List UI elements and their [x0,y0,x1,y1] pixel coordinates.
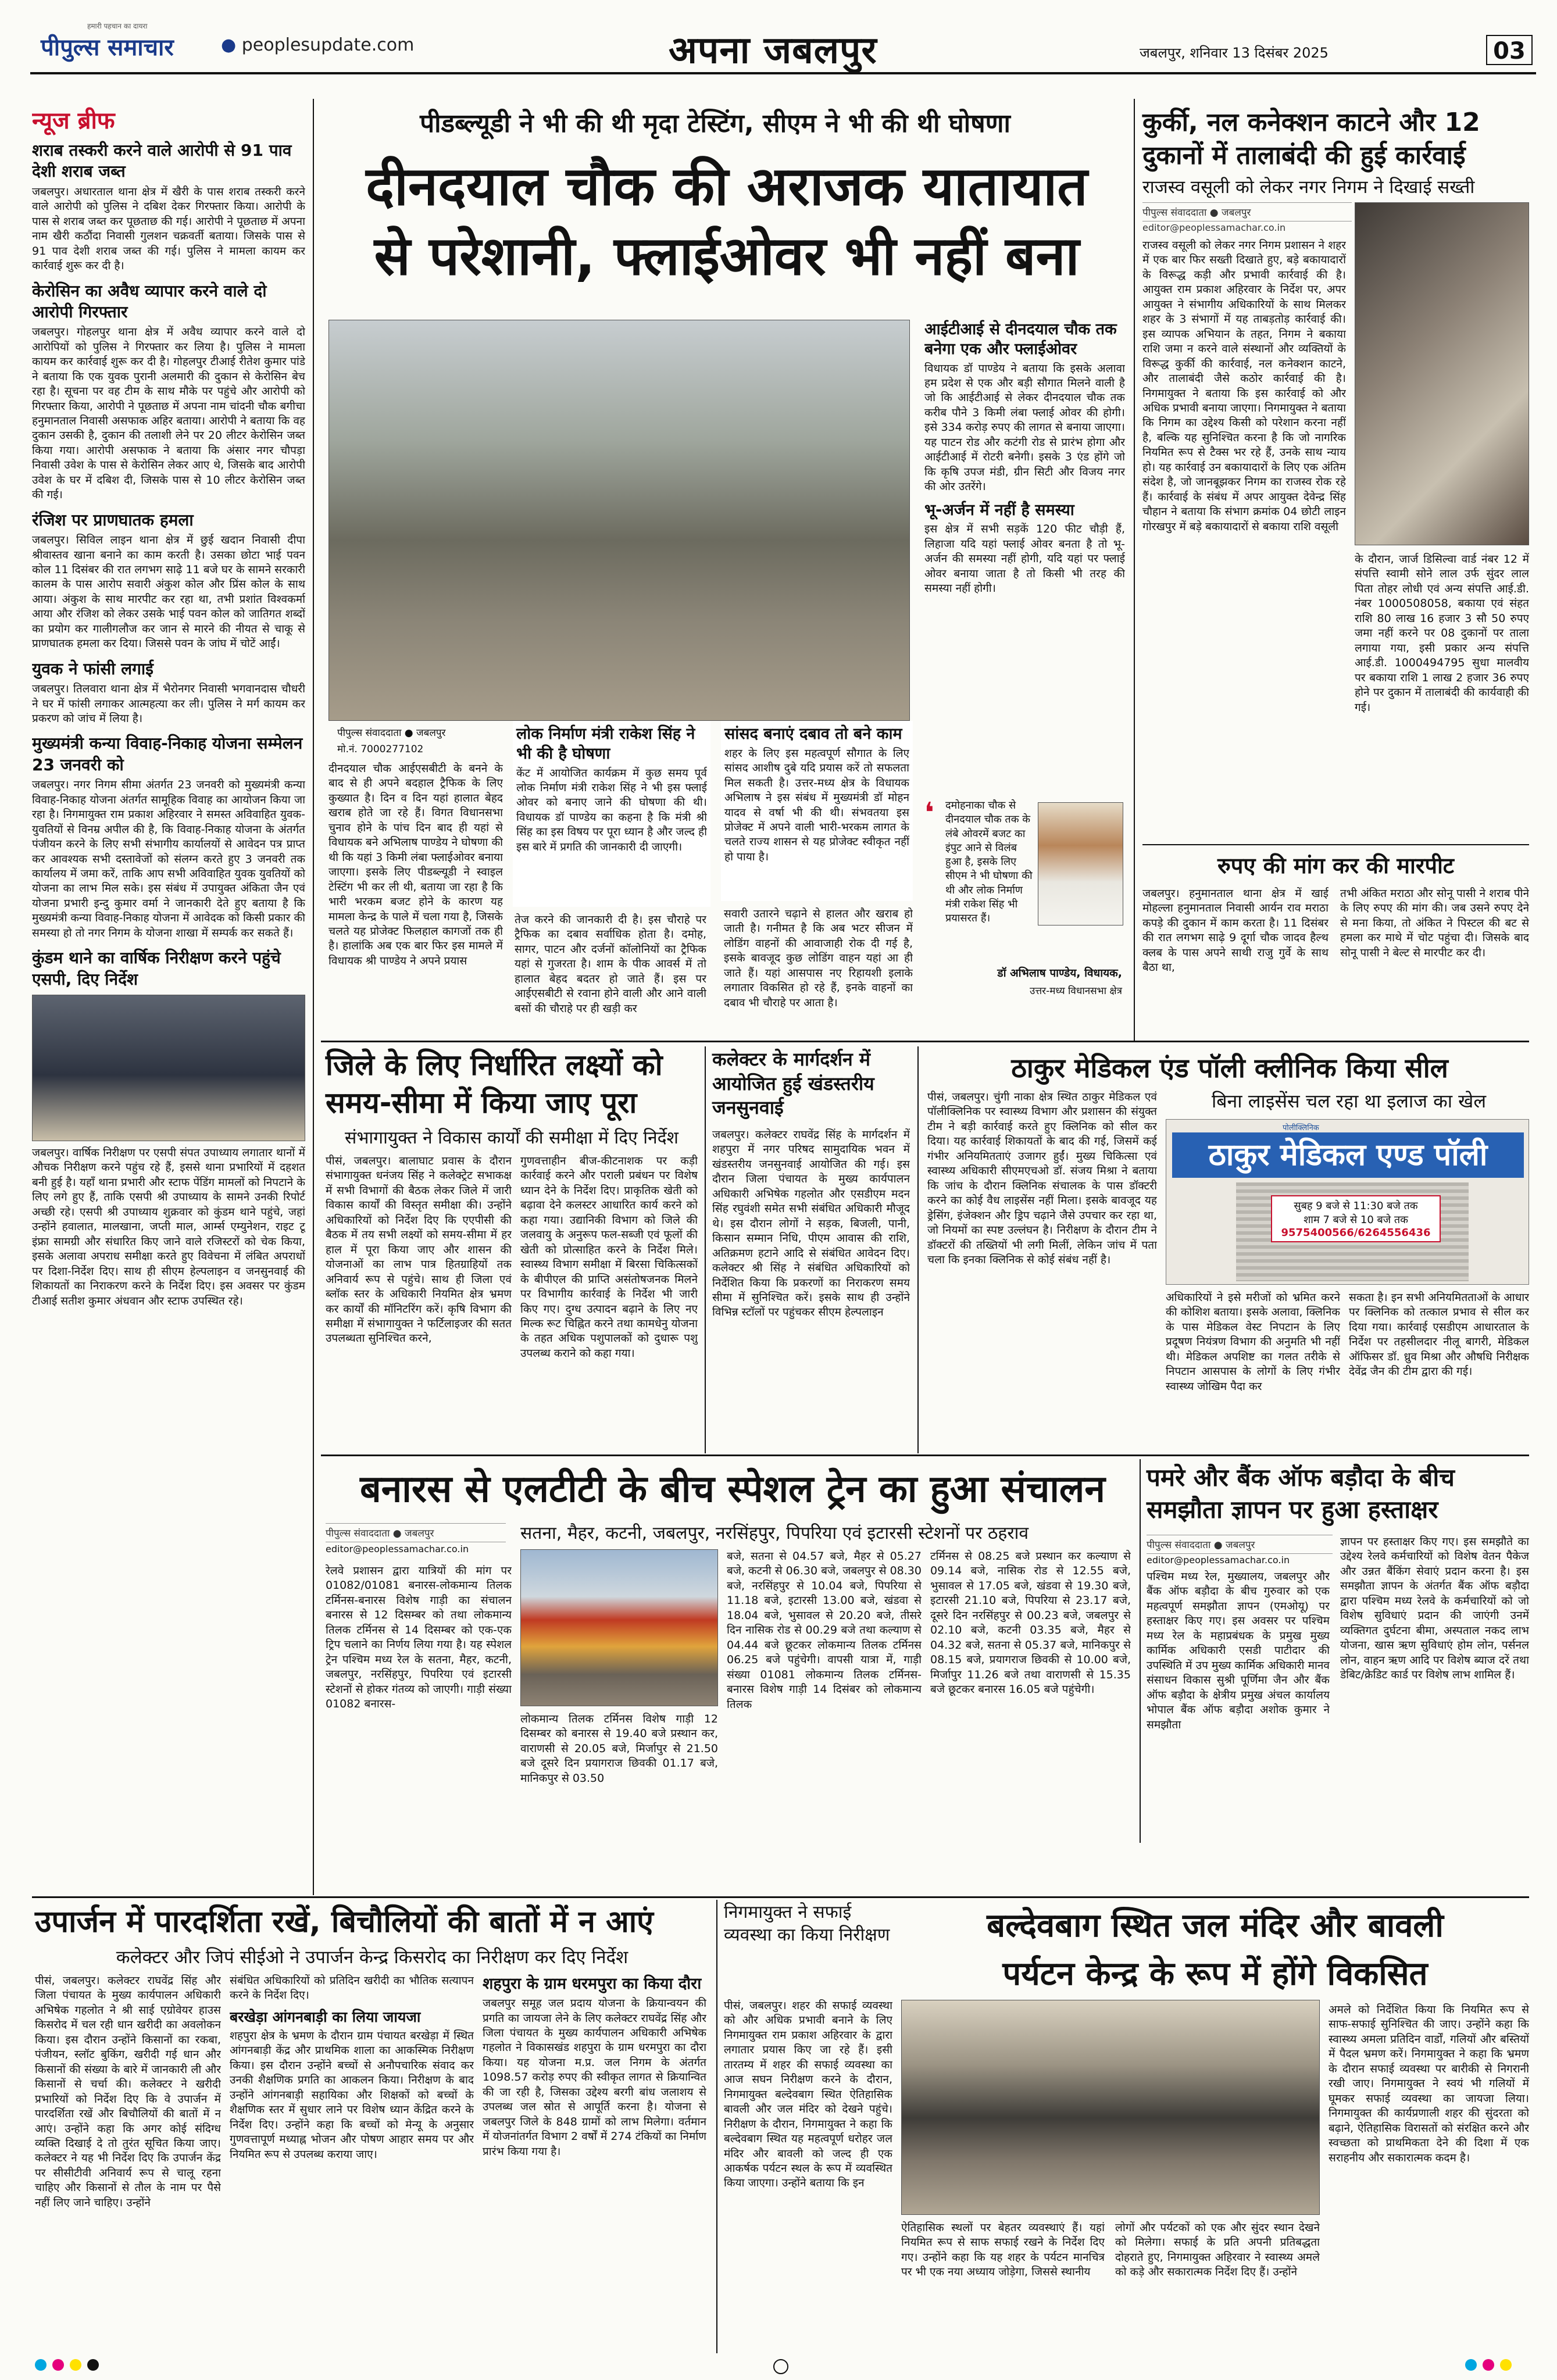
uparjan-body-2: संबंधित अधिकारियों को प्रतिदिन खरीदी का भौतिक सत्यापन करने के निर्देश दिए। [230,1974,474,2002]
kurki-photo [1355,202,1529,545]
minister-box [513,721,710,907]
brief-item [32,510,305,652]
kurki-headline: कुर्की, नल कनेक्शन काटने और 12 दुकानों में तालाबंदी की हुई कार्रवाई [1142,108,1480,171]
shahpura-box [483,1974,706,2352]
photo-phone: मो.नं. 7000277102 [337,744,424,755]
train-byline-text: पीपुल्स संवाददाता ● जबलपुर [326,1528,434,1539]
train-photo [520,1549,718,1706]
train-email: editor@peoplessamachar.co.in [326,1543,469,1554]
lower-rule [32,1896,1529,1898]
brand-name: पीपुल्स समाचार [41,34,174,61]
brief-item-title: शराब तस्करी करने वाले आरोपी से 91 पाव देशी शराब जब्त [32,141,292,181]
photo-credit: पीपुल्स संवाददाता ● जबलपुर [337,727,446,739]
brief-divider [313,99,314,1895]
page-number: 03 [1486,35,1533,65]
section-title: अपना जबलपुर [669,29,877,72]
kurki-body-2: के दौरान, जार्ज डिसिल्वा वार्ड नंबर 12 में संपत्ति स्वामी सोने लाल उर्फ सुंदर लाल पिता तोहर लोधी एवं अन्य संपत्ति आई.डी. नंबर 1000508058, बकाया एवं संहत राशि 80 लाख 16 हजार 3 सौ 50 रुपए जमा नहीं करने पर 08 दुकानों पर ताला लगाया गया, इसी प्रकार अन्य संपत्ति आई.डी. 1000494795 सुधा मालवीय पर बकाया राशि 1 लाख 2 हजार 36 रुपए होने पर दुकान में तालाबंदी की कार्यवाही की गई। [1355,553,1529,714]
quote-role: उत्तर-मध्य विधानसभा क्षेत्र [1030,985,1122,997]
kurki-subhead: राजस्व वसूली को लेकर नगर निगम ने दिखाई सख्ती [1142,177,1475,198]
brand-tagline: हमारी पहचान का दायरा [87,22,148,30]
bob-body-2: ज्ञापन पर हस्ताक्षर किए गए। इस समझौते का उद्देश्य रेलवे कर्मचारियों को विशेष वेतन पैकेज और उन्नत बैंकिंग सेवाएं प्रदान करना है। इस समझौता ज्ञापन के अंतर्गत बैंक ऑफ बड़ौदा द्वारा पश्चिम मध्य रेलवे के कर्मचारियों को जो विशेष सुविधाएं प्रदान की जाएंगी उनमें व्यक्तिगत दुर्घटना बीमा, अस्पताल नकद लाभ योजना, खास ऋण सुविधाएं होम लोन, पर्सनल लोन, वाहन ऋण आदि पर विशेष ब्याज दरें तथा डेबिट/क्रेडिट कार्ड पर विशेष लाभ शामिल हैं। [1340,1535,1529,1682]
brief-item-title: मुख्यमंत्री कन्या विवाह-निकाह योजना सम्मेलन 23 जनवरी को [32,734,303,774]
uparjan-divider [716,1900,717,2353]
kurki-body-1: राजस्व वसूली को लेकर नगर निगम प्रशासन ने शहर में एक बार फिर सख्ती दिखाते हुए, बड़े बकायादारों के विरूद्ध कड़ी और प्रभावी कार्रवाई की है। आयुक्त राम प्रकाश अहिरवार के निर्देश पर, अपर आयुक्त ने संभागीय अधिकारियों के साथ मिलकर शहर के 3 संभागों में यह ताबड़तोड़ कार्रवाई की। इस व्यापक अभियान के तहत, निगम ने बकाया राशि जमा न करने वाले संस्थानों और व्यक्तियों के विरूद्ध कुर्की की कार्रवाई, नल कनेक्शन काटने, और तालाबंदी जैसे कठोर कार्रवाई की है। निगमायुक्त ने बताया कि इस कार्रवाई को और अधिक प्रभावी बनाया जाएगा। निगमायुक्त ने बताया कि निगम का उद्देश्य किसी को परेशान करना नहीं है, बल्कि यह सुनिश्चित करना है कि जो नागरिक नियमित रूप से टैक्स भर रहे हैं, उनके साथ न्याय हो। यह कार्रवाई उन बकायादारों के लिए एक अंतिम संदेश है, जो जानबूझकर निगम का राजस्व रोक रहे हैं। कार्रवाई के संबंध में अपर आयुक्त देवेन्द्र सिंह चौहान ने बताया कि संभाग क्रमांक 04 छोटी लाइन गोरखपुर में बड़े बकायादारों से बकाया राशि वसूली [1142,239,1346,533]
quote-text: दमोहनाका चौक से दीनदयाल चौक तक के लंबे ओवरमें बजट का इंपुट आने से विलंब हुआ है, इसके लिए सीएम ने भी घोषणा की थी और लोक निर्माण मंत्री राकेश सिंह भी प्रयासरत हैं। [945,799,1033,925]
bob-byline [1147,1535,1333,1554]
brief-item-body: जबलपुर। अधारताल थाना क्षेत्र में खैरी के पास शराब तस्करी करने वाले आरोपी को पुलिस ने दबिश देकर गिरफ्तार किया। आरोपी के पास से शराब जब्त कर पूछताछ की गई। आरोपी ने पूछताछ में अपना नाम खैरी कठौंदा निवासी गुलशन चक्रवर्ती बताया। जिसके पास से 91 पाव देशी शराब जब्त की गई। पुलिस ने मामला कायम कर कार्रवाई शुरू कर दी है। [32,185,305,273]
collector-headline: कलेक्टर के मार्गदर्शन में आयोजित हुई खंडस्तरीय जनसुनवाई [712,1048,874,1119]
nigam-headline: निगमायुक्त ने सफाई व्यवस्था का किया निरीक्षण [724,1902,890,1945]
brief-item-body: जबलपुर। तिलवारा थाना क्षेत्र में भैरोनगर निवासी भगवानदास चौधरी ने घर में फांसी लगाकर आत्महत्या कर ली। पुलिस ने मर्ग कायम कर प्रकरण को जांच में लिया है। [32,682,305,726]
train-subhead: सतना, मैहर, कटनी, जबलपुर, नरसिंहपुर, पिपरिया एवं इटारसी स्टेशनों पर ठहराव [520,1523,1029,1543]
lead-body-col2: तेज करने की जानकारी दी है। इस चौराहे पर ट्रैफिक का दबाव सर्वाधिक होता है। दमोह, सागर, पाटन और दर्जनों कॉलोनियों का ट्रैफिक यहां से गुजरता है। शाम के पीक आवर्स में तो हालात बेहद बदतर हो जाते हैं। इस पर आईएसबीटी से रवाना होने वाली और आने वाली बसों की चौराहे पर ही खड़ी कर [515,913,706,1015]
masthead [0,0,1557,70]
lead-headline-1: दीनदयाल चौक की अराजक यातायात [366,155,1088,217]
minister-title: लोक निर्माण मंत्री राकेश सिंह ने भी की है घोषणा [516,725,695,763]
brief-label: न्यूज ब्रीफ [32,108,115,134]
mp-box [721,721,913,901]
uparjan-body-1: पीसं, जबलपुर। कलेक्टर राघवेंद्र सिंह और जिला पंचायत के मुख्य कार्यपालन अधिकारी अभिषेक गहलोत ने श्री साई एग्रोवेयर हाउस किसरोद में चल रही धान खरीदी का अवलोकन किया। इस दौरान उन्होंने किसानों का रकबा, पंजीयन, स्लॉट बुकिंग, खरीदी गई धान और किसानों की संख्या के बारे में जानकारी ली और किसानों से चर्चा की। कलेक्टर ने खरीदी प्रभारियों को निर्देश दिए कि वे उपार्जन में पारदर्शिता रखें और बिचौलियों की बातों में न आएं। उन्होंने कहा कि अगर कोई संदिग्ध व्यक्ति दिखाई दे तो तुरंत सूचित किया जाए। कलेक्टर ने यह भी निर्देश दिए कि उपार्जन केंद्र पर सीसीटीवी अनिवार्य रूप से चालू रहना चाहिए और किसानों से तौल के नाम पर पैसे नहीं लिए जाने चाहिए। उन्होंने [35,1974,221,2209]
targets-subhead: संभागायुक्त ने विकास कार्यों की समीक्षा में दिए निर्देश [345,1128,678,1148]
baldev-photo [901,2000,1320,2215]
uparjan-subhead: कलेक्टर और जिपं सीईओ ने उपार्जन केन्द्र किसरोद का निरीक्षण कर दिए निर्देश [116,1947,628,1968]
quote-box [924,796,1125,1035]
bob-body-1: पश्चिम मध्य रेल, मुख्यालय, जबलपुर और बैंक ऑफ बड़ौदा के बीच गुरुवार को एक महत्वपूर्ण समझौता ज्ञापन (एमओयू) पर हस्ताक्षर किए गए। इस अवसर पर पश्चिम मध्य रेल के महाप्रबंधक के प्रमुख मुख्य कार्मिक अधिकारी एसडी पाटीदार की उपस्थिति में उप मुख्य कार्मिक अधिकारी मानव संसाधन विकास सुश्री पूर्णिमा जैन और बैंक ऑफ बड़ौदा के क्षेत्रीय प्रमुख अंचल कार्यालय भोपाल बैंक ऑफ बड़ौदा अशोक कुमार ने समझौता [1147,1570,1330,1731]
registration-mark-icon [52,2359,64,2371]
train-byline [326,1523,506,1542]
registration-mark-icon [1500,2359,1512,2371]
registration-mark-icon [1465,2359,1477,2371]
registration-mark-icon [35,2359,47,2371]
clinic-sign-text: ठाकुर मेडिकल एण्ड पॉली [1208,1138,1488,1173]
train-body-2: लोकमान्य तिलक टर्मिनस विशेष गाड़ी 12 दिसम्बर को बनारस से 19.40 बजे प्रस्थान कर, वाराणसी से 20.05 बजे, मिर्जापुर से 21.50 बजे दूसरे दिन प्रयागराज छिवकी 01.17 बजे, मानिकपुर से 03.50 [520,1713,718,1785]
baldev-body-1: ऐतिहासिक स्थलों पर बेहतर व्यवस्थाएं हैं। यहां नियमित रूप से साफ सफाई रखने के निर्देश दिए गए। उन्होंने कहा कि यह शहर के पर्यटन मानचित्र पर भी एक नया अध्याय जोड़ेगा, जिससे स्थानीय [901,2221,1105,2279]
lead-divider-right [1134,99,1135,1041]
thakur-headline: ठाकुर मेडिकल एंड पॉली क्लीनिक किया सील [1011,1052,1448,1084]
brand-logo [41,30,174,62]
brief-item-body: जबलपुर। सिविल लाइन थाना क्षेत्र में छुई खदान निवासी दीपा श्रीवास्तव खाना बनाने का काम करती है। उसका छोटा भाई पवन कोल 11 दिसंबर की रात लगभग साढ़े 11 बजे घर के सामने सरकारी कालम के पास आरोप सवारी अंकुश कोल और प्रिंस कोल के साथ आया। अंकुश के साथ मारपीट कर रहा था, तभी प्रशांत विश्वकर्मा आया और रंजिश को लेकर उसके भाई पवन कोल को जातिगत शब्दों का प्रयोग कर गालीगलौज कर जान से मारने की नीयत से चाकू से प्राणघातक हमला कर दिया। जिससे पवन के जांघ में चोटें आईं। [32,534,305,651]
collector-divider [917,1046,919,1453]
brief-item-title: केरोसिन का अवैध व्यापार करने वाले दो आरोपी गिरफ्तार [32,281,267,321]
rupaye-body-2: तभी अंकित मराठा और सोनू पासी ने शराब पीने के लिए रुपए की मांग की। जब उसने रुपए देने से मना किया, तो अंकित ने पिस्टल की बट से हमला कर माथे में चोट पहुंचा दी। जिसके बाद सोनू पासी ने बेल्ट से मारपीट कर दी। [1340,887,1529,959]
kurki-byline-text: पीपुल्स संवाददाता ● जबलपुर [1142,207,1251,219]
rupaye-headline: रुपए की मांग कर की मारपीट [1217,853,1454,878]
thakur-body-top: पीसं, जबलपुर। चुंगी नाका क्षेत्र स्थित ठाकुर मेडिकल एवं पॉलीक्लिनिक पर स्वास्थ्य विभाग और प्रशासन की संयुक्त टीम ने बड़ी कार्रवाई करते हुए क्लिनिक को सील कर दिया। यह कार्रवाई शिकायतों के बाद की गई, जिसमें कई गंभीर अनियमितताएं उजागर हुईं। मुख्य चिकित्सा एवं स्वास्थ्य अधिकारी सीएमएचओ डॉ. संजय मिश्रा ने बताया कि जांच के दौरान क्लिनिक संचालक के पास डॉक्टरी करने का कोई वैध लाइसेंस नहीं मिला। इसके बावजूद यह ड्रेसिंग, इंजेक्शन और ड्रिप चढ़ाने जैसे उपचार कर रहा था, जो नियमों का स्पष्ट उल्लंघन है। निरीक्षण के दौरान टीम ने डॉक्टरों की तख्तियों भी लगी मिलीं, लेकिन जांच में पता चला कि इनका क्लिनिक से कोई संबंध नहीं है। [927,1091,1157,1266]
kurki-email: editor@peoplessamachar.co.in [1142,222,1286,233]
thakur-body-b1: अधिकारियों ने इसे मरीजों को भ्रमित करने की कोशिश बताया। इसके अलावा, क्लिनिक के पास मेडिकल वेस्ट निपटान के लिए प्रदूषण नियंत्रण विभाग की अनुमति भी नहीं थी। मेडिकल अपशिष्ट का गलत तरीके से निपटान आसपास के लोगों के लिए गंभीर स्वास्थ्य जोखिम पैदा कर [1166,1291,1340,1393]
site-url [221,35,414,55]
side2-title: भू-अर्जन में नहीं है समस्या [924,501,1074,519]
lead-body-col3: सवारी उतारने चढ़ाने से हालत और खराब हो जाती है। गनीमत है कि अब भटर सीजन में लोडिंग वाहनों की आवाजाही रोक दी गई है, इसके बावजूद कुछ लोडिंग वाहन यहां आ ही जाते हैं। यहां आसपास नए रिहायशी इलाके लगातार विकसित हो रहे हैं, इनके वाहनों का दबाव भी चौराहे पर आता है। [724,907,913,1009]
uparjan-col2 [230,1974,474,2352]
registration-marks [35,2359,1523,2375]
uparjan-sub2: बरखेड़ा आंगनबाड़ी का लिया जायजा [230,2008,421,2025]
mp-body: शहर के लिए इस महत्वपूर्ण सौगात के लिए सांसद आशीष दुबे यदि प्रयास करें तो सफलता मिल सकती है। उत्तर-मध्य क्षेत्र के विधायक अभिलाष ने इस संबंध में मुख्यमंत्री डॉ मोहन यादव से वर्षा भी की थी। संभवतया इस प्रोजेक्ट में अपने वाली भारी-भरकम लागत के चलते राज्य शासन से यह प्रोजेक्ट स्वीकृत नहीं हो पाया है। [724,746,909,863]
notice-phone: 9575400566/6264556436 [1281,1227,1431,1239]
nigam-body: पीसं, जबलपुर। शहर की सफाई व्यवस्था को और अधिक प्रभावी बनाने के लिए निगमायुक्त राम प्रकाश अहिरवार के द्वारा लगातार प्रयास किए जा रहे हैं। इसी तारतम्य में शहर की सफाई व्यवस्था का आज सघन निरीक्षण करने के दौरान, निगमायुक्त बल्देवबाग स्थित ऐतिहासिक बावली और जल मंदिर को देखने पहुंचे। निरीक्षण के दौरान, निगमायुक्त ने कहा कि बल्देवबाग स्थित यह महत्वपूर्ण धरोहर जल मंदिर और बावली को जल्द ही एक आकर्षक पर्यटन स्थल के रूप में व्यवस्थित किया जाएगा। उन्होंने बताया कि इन [724,1999,892,2190]
uparjan-headline: उपार्जन में पारदर्शिता रखें, बिचौलियों की बातों में न आएं [35,1904,653,1939]
baldev-body-2: लोगों और पर्यटकों को एक और सुंदर स्थान देखने को मिलेगा। सफाई के प्रति अपनी प्रतिबद्धता दोहराते हुए, निगमायुक्त अहिरवार ने स्वास्थ्य अमले को कड़े और सकारात्मक निर्देश दिए हैं। उन्होंने [1115,2221,1320,2279]
quote-mark-icon: ❛ [924,796,934,829]
brief-item [32,140,305,274]
registration-mark-icon [773,2359,788,2374]
brief-item-title: युवक ने फांसी लगाई [32,659,153,678]
clinic-sign [1172,1132,1524,1178]
lead-headline-2: से परेशानी, फ्लाईओवर भी नहीं बना [374,225,1080,287]
side-box [924,320,1125,791]
kurki-byline [1142,202,1352,221]
baldev-body-3: अमले को निर्देशित किया कि नियमित रूप से साफ-सफाई सुनिश्चित की जाए। उन्होंने कहा कि स्वास्थ्य अमला प्रतिदिन वार्डों, गलियों और बस्तियों में पैदल भ्रमण करें। निगमायुक्त ने कहा कि भ्रमण के दौरान सफाई व्यवस्था पर बारीकी से निगरानी रखी जाए। निगमायुक्त ने स्वयं भी गलियों में घूमकर सफाई व्यवस्था का जायजा लिया। निगमायुक्त की कार्यप्रणाली शहर की सुंदरता को बढ़ाने, ऐतिहासिक विरासतों को संरक्षित करने और स्वच्छता को प्राथमिकता देने की दिशा में एक सराहनीय और सकारात्मक कदम है। [1329,2003,1529,2164]
site-url-text: peoplesupdate.com [241,35,415,55]
quote-name: डॉ अभिलाष पाण्डेय, विधायक, [997,967,1122,980]
bob-byline-text: पीपुल्स संवाददाता ● जबलपुर [1147,1539,1255,1551]
thakur-subhead: बिना लाइसेंस चल रहा था इलाज का खेल [1211,1090,1487,1112]
brief-item [32,948,305,1309]
train-divider [1140,1459,1141,1843]
traffic-photo [328,320,910,721]
uparjan-body-3: शहपुरा क्षेत्र के भ्रमण के दौरान ग्राम पंचायत बरखेड़ा में स्थित आंगनबाड़ी केंद्र और प्राथमिक शाला का आकस्मिक निरीक्षण किया। इस दौरान उन्होंने बच्चों से अनौपचारिक संवाद कर उनकी शैक्षणिक प्रगति का आकलन किया। निरीक्षण के बाद उन्होंने आंगनबाड़ी सहायिका और शिक्षकों को बच्चों के शैक्षणिक स्तर में सुधार लाने पर विशेष ध्यान केंद्रित करने के निर्देश दिए। उन्होंने कहा कि बच्चों को मेन्यू के अनुसार गुणवत्तापूर्ण मध्याह्न भोजन और पोषण आहार समय पर और नियमित रूप से उपलब्ध कराया जाए। [230,2029,474,2161]
side-body: विधायक डॉ पाण्डेय ने बताया कि इसके अलावा हम प्रदेश से एक और बड़ी सौगात मिलने वाली है जो कि आईटीआई से लेकर दीनदयाल चौक तक करीब पौने 3 किमी लंबा फ्लाई ओवर की होगी। इसे 334 करोड़ रुपए की लागत से बनाया जाएगा। यह पाटन रोड और कटंगी रोड से प्रारंभ होगा और आईटीआई में रोटरी बनेगी। इसके 3 एंड होंगे जो कि कृषि उपज मंडी, ग्रीन सिटी और विजय नगर की ओर उतरेंगे। [924,362,1125,494]
mp-title: सांसद बनाएं दबाव तो बने काम [724,725,902,743]
brief-item [32,733,305,941]
mla-photo [1038,802,1123,925]
side2-body: इस क्षेत्र में सभी सड़कें 120 फीट चौड़ी हैं, लिहाजा यदि यहां फ्लाई ओवर बनता है तो भू-अर्जन की समस्या नहीं होगी, यदि यहां पर फ्लाई ओवर बनाया जाता है तो किसी भी तरह की समस्या नहीं होगी। [924,523,1125,595]
targets-body-1: पीसं, जबलपुर। बालाघाट प्रवास के दौरान संभागायुक्त धनंजय सिंह ने कलेक्ट्रेट सभाकक्ष में सभी विभागों की बैठक लेकर जिले में जारी विकास कार्यों की विस्तृत समीक्षा की। उन्होंने अधिकारियों को निर्देश दिए कि एएपीसी की बैठक में तय सभी लक्ष्यों को समय-सीमा में हर हाल में पूरा किया जाए और शासन की योजनाओं का लाभ पात्र हितग्राहियों तक अनिवार्य रूप से पहुंचे। साथ ही जिला एवं ब्लॉक स्तर के अधिकारी नियमित क्षेत्र भ्रमण कर कार्यों की मॉनिटरिंग करें। कृषि विभाग की समीक्षा में संभागायुक्त ने फर्टिलाइजर की सतत उपलब्धता सुनिश्चित करने, [326,1155,512,1345]
globe-icon: ● [221,35,237,55]
shahpura-body: जबलपुर समूह जल प्रदाय योजना के क्रियान्वयन की प्रगति का जायजा लेने के लिए कलेक्टर राघवेंद्र सिंह और जिला पंचायत के मुख्य कार्यपालन अधिकारी अभिषेक गहलोत ने विकासखंड शहपुरा के ग्राम धरमपुरा का दौरा किया। यह योजना म.प्र. जल निगम के अंतर्गत 1098.57 करोड़ रुपए की स्वीकृत लागत से क्रियान्वित की जा रही है, जिसका उद्देश्य बरगी बांध जलाशय से उपलब्ध जल स्रोत से आपूर्ति करना है। योजना से जबलपुर जिले के 848 ग्रामों को लाभ मिलेगा। वर्तमान में योजनांतर्गत विभाग 2 वर्षों में 274 टंकियों का निर्माण प्रारंभ किया गया है। [483,1997,706,2158]
bob-email: editor@peoplessamachar.co.in [1147,1554,1290,1566]
targets-body-2: गुणवत्ताहीन बीज-कीटनाशक पर कड़ी कार्रवाई करने और पराली प्रबंधन पर विशेष ध्यान देने के निर्देश दिए। प्राकृतिक खेती को बढ़ावा देने कलस्टर आधारित कार्य करने को कहा गया। उद्यानिकी विभाग को जिले की जलवायु के अनुरूप फल-सब्जी एवं फूलों की खेती को प्रोत्साहित करने के निर्देश मिले। स्वास्थ्य विभाग समीक्षा में बिरसा चिकित्सकों के बीपीएल की प्राप्ति असंतोषजनक मिलने पर विभागीय कार्रवाई के निर्देश भी जारी किए गए। दुग्ध उत्पादन बढ़ाने के लिए नए मिल्क रूट चिह्नित करने तथा कामधेनु योजना के तहत अधिक पशुपालकों को दुधारू पशु उपलब्ध कराने को कहा गया। [520,1155,698,1360]
registration-mark-icon [70,2359,81,2371]
brief-item-body: जबलपुर। वार्षिक निरीक्षण पर एसपी संपत उपाध्याय लगातार थानों में औचक निरीक्षण करने पहुंच रहे हैं, इससे थाना प्रभारियों में दहशत बनी हुई है। यहाँ थाना प्रभारी और स्टाफ पेंडिंग मामलों को निपटाने के लिए लगे हुए हैं, ताकि एसपी श्री उपाध्याय के सामने उनकी रिपोर्ट अच्छी रहे। एसपी श्री उपाध्याय शुक्रवार को कुंडम थाने पहुंचे, जहां उन्होंने हवालात, मालखाना, जप्ती माल, आर्म्स एम्युनेशन, राइट टू इंफ्रा सामग्री और संधारित किए जाने वाले रजिस्टरों को चेक किया, इसके अलावा अपराध समीक्षा करते हुए विवेचना में लंबित अपराधों पर दिशा-निर्देश दिए। साथ ही सीएम हेल्पलाइन व जनसुनवाई की शिकायतों का निराकरण करने के निर्देश दिए। इस अवसर पर कुंडम टीआई सतीश कुमार अंधवान और स्टाफ उपस्थित रहे। [32,1146,305,1307]
police-photo [32,995,305,1141]
brief-item-title: कुंडम थाने का वार्षिक निरीक्षण करने पहुंचे एसपी, दिए निर्देश [32,948,281,989]
notice-line-2: शाम 7 बजे से 10 बजे तक [1304,1214,1408,1226]
mid-rule-2 [321,1455,1529,1456]
side-title: आईटीआई से दीनदयाल चौक तक बनेगा एक और फ्लाईओवर [924,320,1117,358]
lead-body-col1: दीनदयाल चौक आईएसबीटी के बनने के बाद से ही अपने बदहाल ट्रैफिक के लिए कुख्यात है। दिन व दिन यहां हालात बेहद खराब होते जा रहे हैं। विगत विधानसभा चुनाव होने के पांच दिन बाद ही यहां से विधायक बने अभिलाष पाण्डेय ने घोषणा की थी कि यहां 3 किमी लंबा फ्लाईओवर बनाया जाएगा। इसके लिए पीडब्ल्यूडी ने स्वाइल टेस्टिंग भी कर ली थी, बताया जा रहा है कि भारी भरकम बजट होने के कारण यह मामला केन्द्र के पाले में चला गया है, जिसके चलते यह प्रोजेक्ट फिलहाल कागजों तक ही है। हालांकि अब एक बार फिर इस मामले में विधायक श्री पाण्डेय ने अपने प्रयास [328,762,503,967]
clinic-sign-photo [1166,1119,1529,1285]
collector-body: जबलपुर। कलेक्टर राघवेंद्र सिंह के मार्गदर्शन में शहपुरा में नगर परिषद सामुदायिक भवन में खंडस्तरीय जनसुनवाई आयोजित की गई। इस दौरान जिला पंचायत के मुख्य कार्यपालन अधिकारी अभिषेक गहलोत और एसडीएम मदन सिंह रघुवंशी समेत सभी संबंधित अधिकारी मौजूद थे। इस दौरान लोगों ने सड़क, बिजली, पानी, किसान सम्मान निधि, पीएम आवास की राशि, अतिक्रमण हटाने आदि से संबंधित आवेदन दिए। कलेक्टर श्री सिंह ने संबंधित अधिकारियों को निर्देशित किया कि प्रकरणों का निराकरण समय सीमा में सुनिश्चित करें। इसके साथ ही उन्होंने विभिन्न स्टॉलों पर पहुंचकर सीएम हेल्पलाइन [712,1128,910,1319]
train-body-4: टर्मिनस से 08.25 बजे प्रस्थान कर कल्याण से 09.14 बजे, नासिक रोड से 12.55 बजे, भुसावल से 17.05 बजे, खंडवा से 19.30 बजे, इटारसी 21.10 बजे, पिपरिया से 23.17 बजे, दूसरे दिन नरसिंहपुर से 00.23 बजे, जबलपुर से 02.10 बजे, कटनी 03.35 बजे, मैहर से 04.32 बजे, सतना से 05.37 बजे, मानिकपुर से 08.15 बजे, प्रयागराज छिवकी से 10.00 बजे, मिर्जापुर 11.26 बजे तथा वाराणसी से 15.35 बजे छूटकर बनारस 16.05 बजे पहुंचेगी। [930,1550,1131,1696]
masthead-rule [30,72,1536,74]
train-body-1: रेलवे प्रशासन द्वारा यात्रियों की मांग पर 01082/01081 बनारस-लोकमान्य तिलक टर्मिनस-बनारस विशेष गाड़ी का संचालन बनारस से 12 दिसम्बर को तथा लोकमान्य तिलक टर्मिनस से 14 दिसम्बर को एक-एक ट्रिप चलाने का निर्णय लिया गया है। यह स्पेशल ट्रेन पश्चिम मध्य रेल के सतना, मैहर, कटनी, जबलपुर, नरसिंहपुर, पिपरिया एवं इटारसी स्टेशनों से होकर गंतव्य को जाएगी। गाड़ी संख्या 01082 बनारस- [326,1564,512,1711]
brief-item-body: जबलपुर। नगर निगम सीमा अंतर्गत 23 जनवरी को मुख्यमंत्री कन्या विवाह-निकाह योजना अंतर्गत सामूहिक विवाह का आयोजन किया जा रहा है। निगमायुक्त राम प्रकाश अहिरवार ने समस्त अविवाहित युवक-युवतियों से विनम्र अपील की है, कि विवाह-निकाह योजना के अंतर्गत पंजीयन करने के लिए सभी संभागीय कार्यालयों से आवेदन पत्र प्राप्त कर आवश्यक सभी दस्तावेजों को संलग्न करते हुए 3 जनवरी तक कार्यालय में जमा करें, ताकि आप सभी अविवाहित युवक युवतियों को योजना का लाभ मिल सके। इस संबंध में उपायुक्त अंकिता जैन एवं योजना प्रभारी इन्दु कुमार वर्मा ने जानकारी देते हुए बताया है कि मुख्यमंत्री कन्या विवाह-निकाह योजना में आवेदक को किसी प्रकार की समस्या हो तो नगर निगम के योजना शाखा में सम्पर्क कर सकते हैं। [32,778,305,939]
targets-divider [705,1046,706,1453]
notice-line-1: सुबह 9 बजे से 11:30 बजे तक [1294,1200,1418,1212]
shahpura-headline: शहपुरा के ग्राम धरमपुरा का किया दौरा [483,1975,702,1993]
brief-item [32,659,305,727]
brief-column [32,103,305,1894]
train-headline: बनारस से एलटीटी के बीच स्पेशल ट्रेन का हुआ संचालन [360,1468,1105,1511]
train-body-3: बजे, सतना से 04.57 बजे, मैहर से 05.27 बजे, कटनी से 06.30 बजे, जबलपुर से 08.30 बजे, नरसिंहपुर से 10.04 बजे, पिपरिया से 11.18 बजे, इटारसी 13.00 बजे, खंडवा से 18.04 बजे, भुसावल से 20.20 बजे, तीसरे दिन नासिक रोड से 00.29 बजे तथा कल्याण से 04.44 बजे छूटकर लोकमान्य तिलक टर्मिनस 06.25 बजे पहुंचेगी। वापसी यात्रा में, गाड़ी संख्या 01081 लोकमान्य तिलक टर्मिनस-बनारस विशेष गाड़ी 14 दिसंबर को लोकमान्य तिलक [727,1550,922,1711]
lead-kicker: पीडब्ल्यूडी ने भी की थी मृदा टेस्टिंग, सीएम ने भी की थी घोषणा [420,109,1010,138]
brief-item-title: रंजिश पर प्राणघातक हमला [32,510,194,530]
page-date: जबलपुर, शनिवार 13 दिसंबर 2025 [1140,45,1329,61]
rupaye-body-1: जबलपुर। हनुमानताल थाना क्षेत्र में खाई मोहल्ला हनुमानताल निवासी आर्यन राव मराठा कपड़े की दुकान में काम करता है। 11 दिसंबर की रात लगभग साढ़े 9 दूर्गा चौक जादव हैल्थ क्लब के पास अपने साथी राजु गुर्वे के साथ बैठा था, [1142,887,1329,974]
brief-item [32,281,305,503]
clinic-sign-small: पोलीक्लिनिक [1283,1124,1319,1132]
brief-item-body: जबलपुर। गोहलपुर थाना क्षेत्र में अवैध व्यापार करने वाले दो आरोपियों को पुलिस ने गिरफ्तार कर लिया है। पुलिस ने मामला कायम कर कार्रवाई शुरू कर दी है। गोहलपुर टीआई रीतेश कुमार पांडे ने बताया कि एक युवक पुरानी अलमारी की दुकान से केरोसिन बेच रहा है। सूचना पर वह टीम के साथ मौके पर पहुंचे और आरोपी को गिरफ्तार किया, आरोपी ने पूछताछ में अपना नाम चांदनी चौक बगीचा हनुमानताल निवासी असफाक अहिर बताया। आरोपी ने बताया कि वह दुकान उसकी है, दुकान की तलाशी लेने पर 20 लीटर केरोसिन जब्त किया गया। आरोपी असफाक ने बताया कि अंसार नगर चौपड़ा निवासी उवेश के पास से केरोसिन लेकर आए थे, जिसके बाद आरोपी उवेश के घर में दबिश दी, जिसके पास से 10 लीटर केरोसिन जब्त की गई। [32,326,305,502]
clinic-notice [1271,1195,1441,1242]
baldev-headline-1: बल्देवबाग स्थित जल मंदिर और बावली [987,1907,1444,1945]
registration-mark-icon [1483,2359,1494,2371]
registration-mark-icon [87,2359,99,2371]
kurki-rule [1142,844,1529,845]
targets-headline: जिले के लिए निर्धारित लक्ष्यों को समय-सीमा में किया जाए पूरा [326,1048,663,1120]
thakur-body-b2: सकता है। इन सभी अनियमितताओं के आधार पर क्लिनिक को तत्काल प्रभाव से सील कर दिया गया। कार्रवाई एसडीएम आधारताल के निर्देश पर तहसीलदार नीलू बागरी, मेडिकल ऑफिसर डॉ. ध्रुव मिश्रा और औषधि निरीक्षक देवेंद्र जैन की टीम द्वारा की गई। [1349,1291,1529,1378]
baldev-headline-2: पर्यटन केन्द्र के रूप में होंगे विकसित [1002,1955,1428,1993]
minister-body: केंट में आयोजित कार्यक्रम में कुछ समय पूर्व लोक निर्माण मंत्री राकेश सिंह ने भी इस फ्लाई ओवर को बनाए जाने की घोषणा की थी। विधायक डॉ पाण्डेय का कहना है कि मंत्री श्री सिंह का इस विषय पर पूरा ध्यान है और जल्द ही इस बारे में प्रगति की जानकारी दी जाएगी। [516,766,707,853]
bob-headline: पमरे और बैंक ऑफ बड़ौदा के बीच समझौता ज्ञापन पर हुआ हस्ताक्षर [1147,1463,1455,1524]
mid-rule [321,1041,1529,1042]
